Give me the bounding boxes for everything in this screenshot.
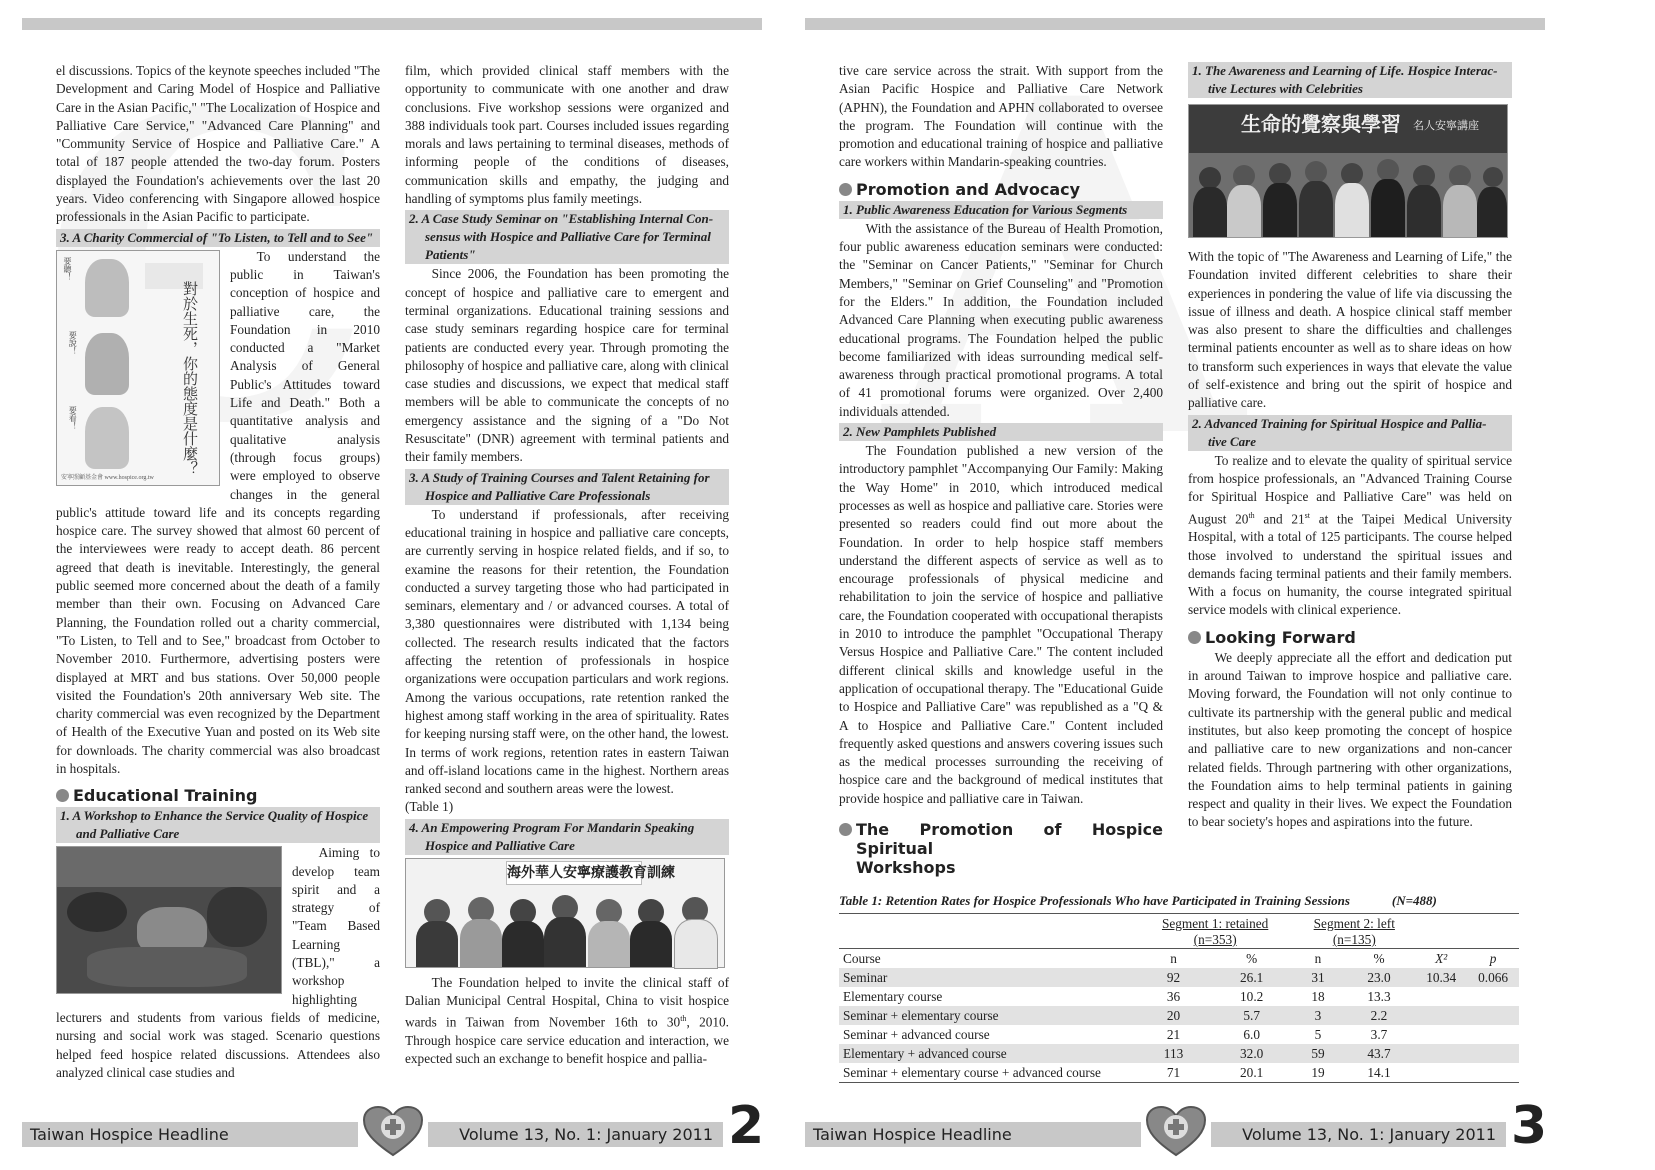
table-cell: Seminar <box>839 968 1137 987</box>
table-cell: 13.3 <box>1367 989 1391 1004</box>
table-cell: Elementary + advanced course <box>839 1044 1137 1063</box>
table-row <box>839 968 1519 987</box>
table-cell: Elementary course <box>843 989 943 1004</box>
table-cell <box>1467 1006 1519 1025</box>
segment-1-label: Segment 1: retained <box>1161 916 1269 931</box>
retention-table <box>839 913 1519 1083</box>
table-cell: 43.7 <box>1343 1044 1416 1063</box>
page-3 <box>813 0 1635 1170</box>
table-header-cell: n <box>1170 951 1177 966</box>
column-1 <box>839 62 1163 879</box>
table-row <box>839 1044 1519 1063</box>
page-number: 3 <box>1511 1096 1548 1156</box>
table-cell: Seminar + elementary course <box>839 1006 1137 1025</box>
table-cell: 10.34 <box>1415 968 1467 987</box>
heading-workshop: 1. A Workshop to Enhance the Service Quality of Hospice and Palliative Care <box>56 807 380 843</box>
section-spiritual-workshops: The Promotion of Hospice Spiritual Workshops <box>839 820 1163 877</box>
table-header-cell: p <box>1489 951 1497 966</box>
column-2 <box>405 62 729 1069</box>
segment-1-n: (n=353) <box>1193 932 1237 947</box>
lecture-banner-title: 生命的覺察與學習 <box>1241 112 1401 136</box>
poster-label-listen: 要聽！ <box>63 256 72 281</box>
poster-image <box>56 250 220 486</box>
paragraph-charity: To understand the public in Taiwan's conception of hospice and palliative care, the Foundation in 2010 conducted a "Market Analysis of General Public's Attitudes toward Life and Death." Both a quantitative analysis and qualitative analysis (through focus groups) were employed to observe changes in the general public's attitude toward life and its concepts regarding hospice care. The survey showed that almost 60 percent of the interviewees were ready to accept death. 86 percent agreed that death is inevitable. Interestingly, the general public seemed more concerned about the death of a family member than their own. Focusing on Advanced Care Planning, the Foundation rolled out a charity commercial, "To Listen, to Tell and to See," broadcast from October to November 2010. Furthermore, advertising posters were displayed at MRT and bus stations. Over 50,000 people visited the Foundation's 20th anniversary Web site. The charity commercial was even recognized by the Department of Health of the Executive Yuan and posted on its Web site for downloads. The charity commercial was also broadcast in hospitals. <box>56 248 380 776</box>
table-cell: 19 <box>1311 1065 1325 1080</box>
paragraph-workshop: Aiming to develop team spirit and a strategy of "Team Based Learning (TBL)," a workshop highlighting lecturers and students from various fields of medicine, nursing and social work was staged. Scenario questions helped feed hospice related discussions. Attendees also analyzed clinical case studies and <box>56 845 380 1080</box>
celebrity-lecture-photo <box>1188 104 1508 238</box>
paragraph-retention-study: To understand if professionals, after receiving educational training in hospice and palliative care concepts, are currently serving in hospice related fields, and if so, to examine the reasons for their retention, the Foundation conducted a survey targeting those who had participated in seminars, elementary and / or advanced courses. A total of 3,380 questionnaires were distributed with 1,134 being collected. The research results indicated that the factors affecting the retention of professionals in hospice organizations were occupation particulars and work regions. Among the various occupations, rate retention ranked the highest among staff working in the area of spirituality. Rates for keeping nursing staff were, on the other hand, the lowest. In terms of work regions, retention rates in eastern Taiwan and off-island locations came in the highest. Northern areas ranked second and southern areas were the lowest. <box>405 506 729 797</box>
table-cell: 26.1 <box>1210 968 1293 987</box>
poster-label-see: 要看！ <box>68 405 78 430</box>
program-banner: 海外華人安寧療護教育訓練 <box>506 861 642 885</box>
table-cell: 71 <box>1166 1065 1181 1080</box>
page-2 <box>0 0 790 1170</box>
table-cell <box>1467 1025 1519 1044</box>
poster-person-2 <box>85 333 129 395</box>
table-cell: 10.2 <box>1240 989 1264 1004</box>
heart-cross-icon <box>1145 1105 1207 1157</box>
paragraph-case-study: Since 2006, the Foundation has been promoting the concept of hospice and palliative care to emergent and terminal organizations. Educational training sessions and case study seminars regarding hospice care for terminal patients are conducted every year. Through promoting the philosophy of hospice and palliative care, along with clinical case studies and discussions, we expect that medical staff members will be able to communicate the concepts of no emergency assistance and the signing of a "Do Not Resuscitate" (DNR) agreement with terminal patients and their family members. <box>405 266 729 465</box>
table-cell: 18 <box>1311 989 1325 1004</box>
table-row <box>839 1025 1519 1044</box>
top-rule <box>805 18 1545 30</box>
bullet-dot-icon <box>56 789 69 802</box>
paragraph-public-awareness: With the assistance of the Bureau of Health Promotion, four public awareness education seminars were conducted: the "Seminar on Cancer Patients," "Seminar for Church Members," "Seminar on Grief Counseling" and "Promotion for the Elders." In addition, the Foundation included Advanced Care Planning when executing public awareness educational programs. The Foundation helped the public become familiarized with ideas surrounding medical self-awareness through practical promotional programs. A total of 41 promotional forums were organized. Over 2,400 individuals attended. <box>839 220 1163 419</box>
heading-charity-commercial: 3. A Charity Commercial of "To Listen, to Tell and to See" <box>56 229 380 247</box>
table-cell <box>1467 1044 1519 1063</box>
poster-footer: 安寧照顧基金會 www.hospice.org.tw <box>61 474 154 481</box>
table-cell: 21 <box>1166 1027 1181 1042</box>
footer-volume: Volume 13, No. 1: January 2011 <box>1211 1122 1506 1147</box>
heading-training-study: 3. A Study of Training Courses and Talent Retaining for Hospice and Palliative Care Professionals <box>405 469 729 505</box>
section-educational-training: Educational Training <box>56 786 380 805</box>
table-header-row <box>839 949 1519 969</box>
table-header-cell: Course <box>843 951 881 966</box>
table-body <box>839 968 1519 1083</box>
table-cell: 3 <box>1293 1006 1342 1025</box>
retention-table-block <box>839 893 1519 1083</box>
table-cell: Seminar + advanced course <box>843 1027 990 1042</box>
table-cell <box>1415 1063 1467 1083</box>
table-sample-size: (N=488) <box>1391 893 1437 908</box>
table-cell: 36 <box>1166 989 1181 1004</box>
table-cell: 5 <box>1314 1027 1322 1042</box>
heading-pamphlets: 2. New Pamphlets Published <box>839 423 1163 441</box>
heading-advanced-training: 2. Advanced Training for Spiritual Hospice and Pallia- tive Care <box>1188 415 1512 451</box>
heading-awareness-learning: 1. The Awareness and Learning of Life. Hospice Interac- tive Lectures with Celebrities <box>1188 62 1512 98</box>
column-1 <box>56 62 380 1082</box>
table-cell <box>1415 1044 1467 1063</box>
footer-title: Taiwan Hospice Headline <box>22 1122 358 1147</box>
table-cell: 113 <box>1137 1044 1210 1063</box>
heart-cross-icon <box>362 1105 424 1157</box>
table-header-cell: % <box>1373 951 1385 966</box>
poster-person-1 <box>85 259 129 317</box>
table-cell: 92 <box>1137 968 1210 987</box>
table-cell: 14.1 <box>1367 1065 1391 1080</box>
paragraph-advanced-training: To realize and to elevate the quality of spiritual service from hospice professionals, an "Advanced Training Course for Spiritual Hospice and Palliative Care" was held on August 20th and 21st at the Taipei Medical University Hospital, with a total of 125 participants. The course helped those involved to understand the spiritual issues and demands facing terminal patients and their family members. With a focus on humanity, the course integrated spiritual service models with clinical experience. <box>1188 452 1512 618</box>
paragraph-forum: el discussions. Topics of the keynote speeches included "The Development and Caring Model of Hospice and Palliative Care in the Asian Pacific," "The Localization of Hospice and Palliative Care Service," "Advanced Care Planning" and "Community Service of Hospice and Palliative Care." A total of 187 people attended the two-day forum. Posters displayed the Foundation's achievements over the last 20 years. Video conferencing with Singapore allowed hospice professionals in the Asian Pacific to participate. <box>56 63 380 225</box>
table-cell <box>1467 1063 1519 1083</box>
table-cell: 5.7 <box>1210 1006 1293 1025</box>
page-number: 2 <box>728 1096 765 1156</box>
table-cell: 0.066 <box>1467 968 1519 987</box>
table-row <box>839 1006 1519 1025</box>
table-row <box>839 1063 1519 1083</box>
table-cell: 6.0 <box>1243 1027 1260 1042</box>
lecture-banner-subtitle: 名人安寧講座 <box>1413 119 1479 132</box>
bullet-dot-icon <box>1188 631 1201 644</box>
section-promotion-advocacy: Promotion and Advocacy <box>839 180 1163 199</box>
heading-public-awareness: 1. Public Awareness Education for Various Segments <box>839 201 1163 219</box>
table-cell: 23.0 <box>1343 968 1416 987</box>
table-cell: 20 <box>1137 1006 1210 1025</box>
section-looking-forward: Looking Forward <box>1188 628 1512 647</box>
table-cell: 31 <box>1293 968 1342 987</box>
footer-volume: Volume 13, No. 1: January 2011 <box>428 1122 723 1147</box>
table-cell: 59 <box>1293 1044 1342 1063</box>
poster-headline: 對於生死，你的態度是什麼？ <box>181 280 199 476</box>
table-cell: 3.7 <box>1370 1027 1388 1042</box>
table-cell: 20.1 <box>1240 1065 1264 1080</box>
heading-case-study-seminar: 2. A Case Study Seminar on "Establishing Internal Con- sensus with Hospice and Palliative Care for Terminal Patients" <box>405 210 729 264</box>
table-cell: 32.0 <box>1210 1044 1293 1063</box>
table-cell <box>1415 1025 1467 1044</box>
table-cell: 2.2 <box>1343 1006 1416 1025</box>
table-header-cell: X² <box>1435 951 1448 966</box>
paragraph-film: film, which provided clinical staff members with the opportunity to communicate with one another and draw conclusions. Five workshop sessions were organized and 388 individuals took part. Courses included issues regarding morals and laws pertaining to terminal diseases, methods of informing people of the conditions of diseases, communication skills and empathy, the judging and handling of symptoms plus family meetings. <box>405 63 729 207</box>
paragraph-pamphlets: The Foundation published a new version of the introductory pamphlet "Accompanying Our Family: Making the Way Home" in 2010, which introduced medical processes as well as hospice and palliative care. Stories were presented so readers could find out more about the Foundation. In order to help hospice staff members understand the different aspects of service as well as to encourage professionals of physical medicine and rehabilitation to join the service of hospice and palliative care, the Foundation cooperated with occupational therapists in 2010 to introduce the pamphlet "Occupational Therapy Versus Hospice and Palliative Care." The content included different clinical skills and knowledge useful in the application of occupational therapy. The "Educational Guide to Hospice and Palliative Care" was republished as a "Q & A to Hospice and Palliative Care." Content included frequently asked questions and answers covering issues such as the medical processes surrounding the receiving of hospice care and the background of medical institutes that provide hospice and palliative care in Taiwan. <box>839 443 1163 806</box>
table-segment-header <box>839 914 1519 949</box>
bullet-dot-icon <box>839 183 852 196</box>
table-reference: (Table 1) <box>405 799 454 815</box>
table-cell: Seminar + elementary course + advanced course <box>843 1065 1101 1080</box>
table-header-cell: % <box>1246 951 1258 966</box>
table-header-cell: n <box>1314 951 1322 966</box>
mandarin-group-photo <box>405 858 725 968</box>
segment-2-n: (n=135) <box>1332 932 1376 947</box>
bullet-dot-icon <box>839 823 852 836</box>
paragraph-awareness: With the topic of "The Awareness and Learning of Life," the Foundation invited different celebrities to share their experiences in pondering the value of life via discussing the issue of illness and death. A hospice clinical staff member was also present to share the difficulties and challenges terminal patients encounter as well as to share ideas on how to transform such experiences in ways that elevate the value of self-existence and bring out the spirit of hospice and palliative care. <box>1188 249 1512 411</box>
poster-label-tell: 要說！ <box>68 330 78 355</box>
segment-2-label: Segment 2: left <box>1313 916 1395 931</box>
table-cell <box>1467 987 1519 1006</box>
poster-person-3 <box>85 407 129 469</box>
footer-title: Taiwan Hospice Headline <box>805 1122 1141 1147</box>
table-caption: Table 1: Retention Rates for Hospice Professionals Who have Participated in Training Sessions (N=488) <box>839 893 1437 908</box>
top-rule <box>22 18 762 30</box>
table-row <box>839 987 1519 1006</box>
paragraph-dalian: The Foundation helped to invite the clinical staff of Dalian Municipal Central Hospital, China to visit hospice wards in Taiwan from November 16th to 30th, 2010. Through hospice care service education and interaction, we expected such an exchange to benefit hospice and pallia- <box>405 974 729 1067</box>
heading-mandarin-program: 4. An Empowering Program For Mandarin Speaking Hospice and Palliative Care <box>405 819 729 855</box>
paragraph-aphn: tive care service across the strait. With support from the Asian Pacific Hospice and Palliative Care Network (APHN), the Foundation and APHN collaborated to oversee the program. The Foundation will continue with the promotion and educational training of hospice and palliative care workers within Mandarin-speaking countries. <box>839 63 1163 170</box>
table-cell <box>1415 987 1467 1006</box>
paragraph-looking-forward: We deeply appreciate all the effort and dedication put in around Taiwan to improve hospice and palliative care. Moving forward, the Foundation will not only continue to cultivate its partnership with the general public and medical institutes, but also keep promoting the concept of hospice and palliative care to new organizations and non-cancer related fields. Through partnering with other organizations, the Foundation aims to help terminal patients in gaining respect and quality in their lives. We expect the Foundation to bear society's hopes and aspirations into the future. <box>1188 649 1512 830</box>
table-cell <box>1415 1006 1467 1025</box>
workshop-photo <box>56 846 282 994</box>
column-2 <box>1188 62 1512 832</box>
